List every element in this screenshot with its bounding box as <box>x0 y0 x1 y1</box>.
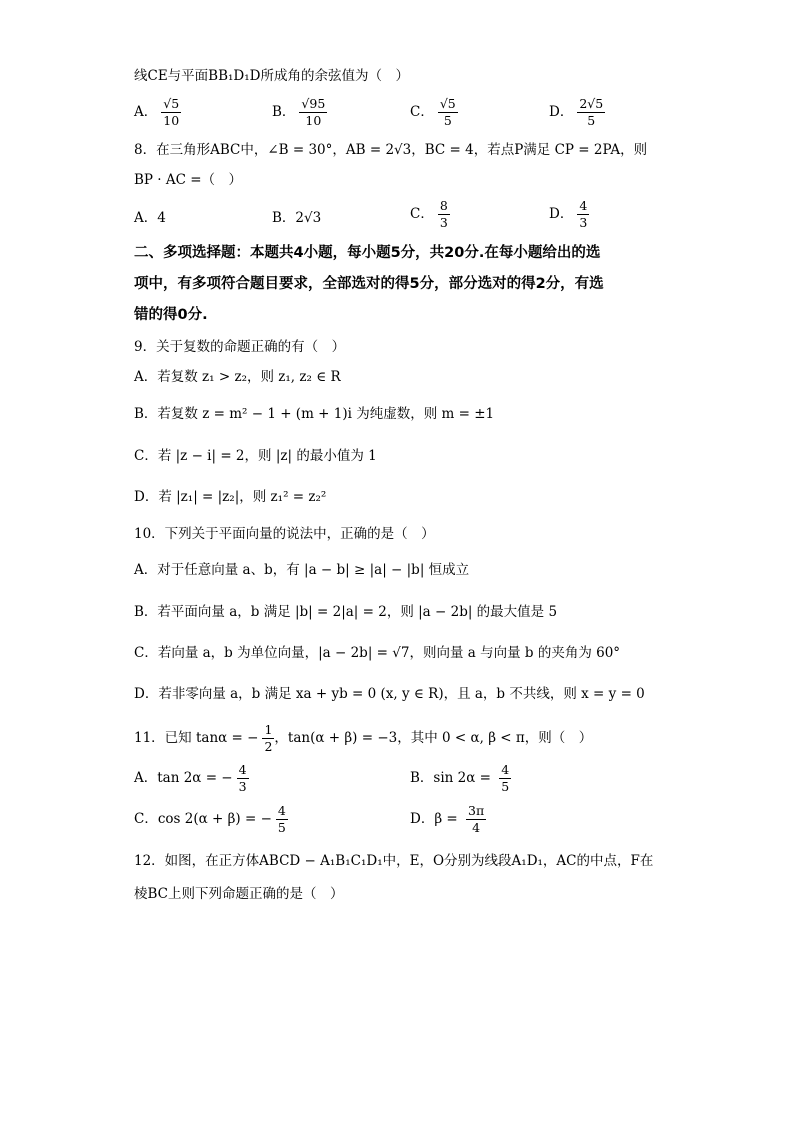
option-text: 2√3 <box>295 210 322 226</box>
denominator: 5 <box>501 779 510 794</box>
numerator: √5 <box>439 96 456 111</box>
q9-stem: 9．关于复数的命题正确的有（ ） <box>134 339 346 355</box>
fraction <box>438 198 450 231</box>
section2-heading-line3: 错的得0分. <box>134 307 208 323</box>
q7-option-c <box>410 96 458 129</box>
option-label: B． <box>272 210 296 226</box>
denominator: 3 <box>439 215 448 230</box>
q9-option-c: C．若 |z − i| = 2，则 |z| 的最小值为 1 <box>134 448 377 464</box>
denominator: 10 <box>163 113 180 128</box>
numerator: 2√5 <box>579 96 604 111</box>
q10-option-c: C．若向量 a，b 为单位向量，|a − 2b| = √7，则向量 a 与向量 b 的夹角为 60° <box>134 645 621 661</box>
denominator: 4 <box>472 820 481 835</box>
option-label: D． <box>549 104 574 120</box>
numerator: 3π <box>468 803 485 818</box>
denominator: 10 <box>305 113 322 128</box>
q11-option-a <box>134 762 249 795</box>
numerator: √5 <box>163 96 180 111</box>
denominator: 5 <box>277 820 286 835</box>
stem-pre: 11．已知 tanα = − <box>134 730 259 746</box>
fraction <box>299 96 327 129</box>
numerator: 4 <box>501 762 510 777</box>
q8-option-d <box>549 198 589 231</box>
option-label: C． <box>134 811 158 827</box>
q8-stem-line2: BP · AC =（ ） <box>134 172 243 188</box>
numerator: √95 <box>301 96 326 111</box>
q7-tail: 线CE与平面BB₁D₁D所成角的余弦值为（ ） <box>134 68 409 84</box>
q11-stem <box>134 722 592 755</box>
q9-option-b: B．若复数 z = m² − 1 + (m + 1)i 为纯虚数，则 m = ±1 <box>134 406 495 422</box>
q10-option-d: D．若非零向量 a，b 满足 xa + yb = 0 (x, y ∈ R)，且 a，b 不共线，则 x = y = 0 <box>134 686 645 702</box>
numerator: 8 <box>439 198 448 213</box>
fraction <box>237 762 249 795</box>
q11-option-d <box>410 803 486 836</box>
section2-heading-line1: 二、多项选择题：本题共4小题，每小题5分，共20分.在每小题给出的选 <box>134 245 601 261</box>
denominator: 5 <box>443 113 452 128</box>
q8-option-a <box>134 206 166 226</box>
denominator: 2 <box>264 739 273 754</box>
option-label: A． <box>134 770 158 786</box>
option-text: 4 <box>157 210 166 226</box>
q9-option-a: A．若复数 z₁ > z₂，则 z₁, z₂ ∈ R <box>134 369 341 385</box>
denominator: 5 <box>587 113 596 128</box>
q8-option-c <box>410 198 450 231</box>
q12-stem-line1: 12．如图，在正方体ABCD − A₁B₁C₁D₁中，E，O分别为线段A₁D₁，AC的中点，F在 <box>134 853 654 869</box>
section2-heading-line2: 项中，有多项符合题目要求，全部选对的得5分，部分选对的得2分，有选 <box>134 276 604 292</box>
q7-option-a <box>134 96 181 129</box>
denominator: 3 <box>579 215 588 230</box>
q8-option-b <box>272 206 321 226</box>
numerator: 4 <box>277 803 286 818</box>
fraction <box>466 803 486 836</box>
q10-option-a: A．对于任意向量 a、b，有 |a − b| ≥ |a| − |b| 恒成立 <box>134 562 470 578</box>
q9-option-d: D．若 |z₁| = |z₂|，则 z₁² = z₂² <box>134 489 327 505</box>
option-label: C． <box>410 206 434 222</box>
q11-option-b <box>410 762 511 795</box>
fraction <box>577 96 605 129</box>
option-label: B． <box>410 770 434 786</box>
q11-option-c <box>134 803 288 836</box>
option-label: C． <box>410 104 434 120</box>
option-pre: cos 2(α + β) = − <box>157 811 272 827</box>
q10-stem: 10．下列关于平面向量的说法中，正确的是（ ） <box>134 526 435 542</box>
fraction <box>577 198 589 231</box>
option-pre: tan 2α = − <box>157 770 233 786</box>
fraction <box>262 722 274 755</box>
numerator: 4 <box>579 198 588 213</box>
option-label: A． <box>134 104 158 120</box>
fraction <box>276 803 288 836</box>
option-label: D． <box>410 811 435 827</box>
stem-post: ，tan(α + β) = −3，其中 0 < α, β < π，则（ ） <box>274 730 593 746</box>
option-label: B． <box>272 104 296 120</box>
q7-option-b <box>272 96 327 129</box>
q7-option-d <box>549 96 605 129</box>
fraction <box>438 96 458 129</box>
numerator: 4 <box>238 762 247 777</box>
option-pre: β = <box>434 811 463 827</box>
option-label: A． <box>134 210 158 226</box>
option-label: D． <box>549 206 574 222</box>
numerator: 1 <box>264 722 273 737</box>
option-pre: sin 2α = <box>433 770 496 786</box>
q12-stem-line2: 棱BC上则下列命题正确的是（ ） <box>134 886 344 902</box>
q10-option-b: B．若平面向量 a，b 满足 |b| = 2|a| = 2，则 |a − 2b| 的最大值是 5 <box>134 604 558 620</box>
denominator: 3 <box>238 779 247 794</box>
fraction <box>161 96 181 129</box>
fraction <box>499 762 511 795</box>
q8-stem-line1: 8．在三角形ABC中，∠B = 30°，AB = 2√3，BC = 4，若点P满足 CP = 2PA，则 <box>134 142 648 158</box>
